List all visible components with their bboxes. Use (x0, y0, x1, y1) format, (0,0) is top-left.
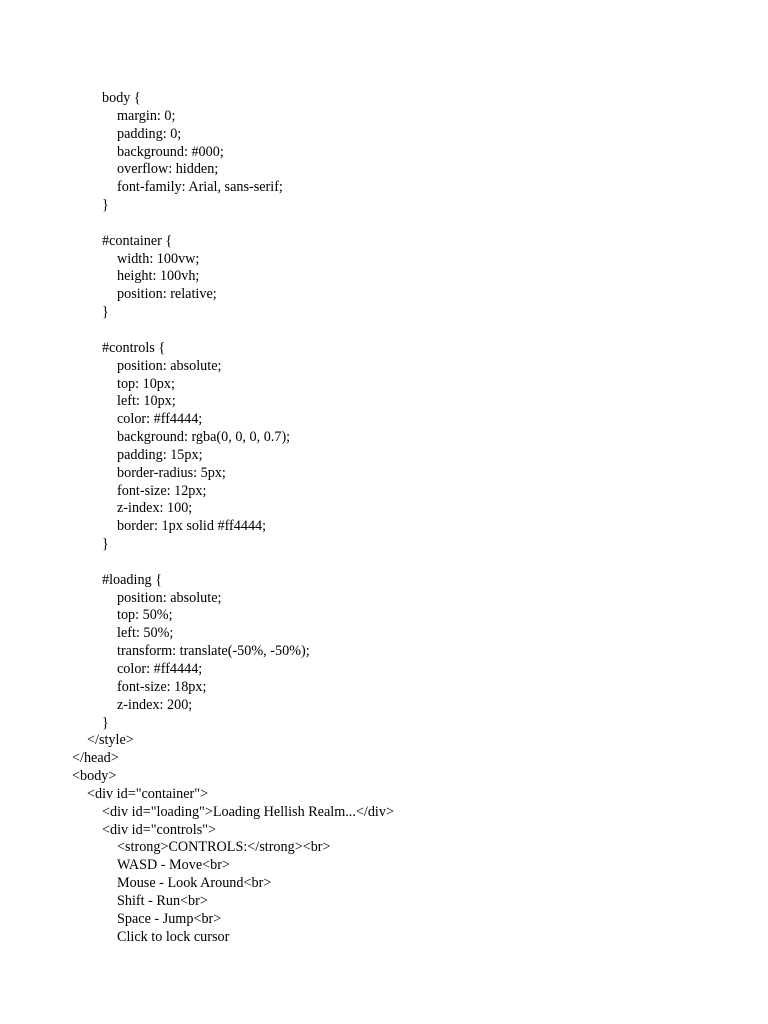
code-line: height: 100vh; (117, 268, 200, 285)
code-line: color: #ff4444; (117, 661, 203, 677)
code-line: font-size: 12px; (117, 482, 207, 499)
code-line: } (102, 304, 109, 321)
code-line: border: 1px solid #ff4444; (117, 518, 267, 535)
code-line: Mouse - Look Around<br> (117, 875, 272, 892)
code-line: <div id="controls"> (102, 821, 217, 838)
code-line: top: 50%; (117, 607, 173, 624)
code-line: position: absolute; (117, 589, 222, 606)
code-line: z-index: 100; (117, 500, 193, 517)
code-line: z-index: 200; (117, 696, 193, 713)
code-line: left: 50%; (117, 625, 174, 642)
code-line: margin: 0; (117, 107, 176, 124)
code-line: WASD - Move<br> (117, 857, 230, 874)
code-line: } (102, 714, 109, 731)
code-document (0, 90, 768, 947)
blank-line (0, 215, 768, 233)
code-line: position: absolute; (117, 357, 222, 374)
code-line: padding: 0; (117, 125, 182, 142)
code-line: </style> (87, 732, 134, 749)
code-line: background: rgba(0, 0, 0, 0.7); (117, 429, 291, 446)
code-line: font-family: Arial, sans-serif; (117, 179, 283, 196)
code-line: Shift - Run<br> (117, 892, 208, 909)
code-line: width: 100vw; (117, 250, 200, 267)
code-line: left: 10px; (117, 393, 176, 410)
code-line: <div id="loading">Loading Hellish Realm...</div> (102, 803, 394, 820)
code-line: overflow: hidden; (117, 161, 219, 178)
code-line: #loading { (102, 571, 163, 588)
code-line: transform: translate(-50%, -50%); (117, 643, 310, 660)
code-line: border-radius: 5px; (117, 464, 226, 481)
code-line: #container { (102, 232, 173, 249)
code-line: Space - Jump<br> (117, 910, 222, 927)
code-line: } (102, 197, 109, 214)
code-line: <strong>CONTROLS:</strong><br> (117, 839, 331, 856)
code-line: #controls { (102, 339, 166, 356)
code-line: } (102, 536, 109, 553)
code-line: Click to lock cursor (117, 928, 230, 945)
code-line: </head> (72, 750, 119, 767)
code-line: position: relative; (117, 286, 217, 303)
code-line: background: #000; (117, 143, 224, 160)
code-line: padding: 15px; (117, 446, 203, 463)
blank-line (0, 322, 768, 340)
code-line: <body> (72, 768, 117, 785)
code-line: color: #ff4444; (117, 411, 203, 428)
code-line: top: 10px; (117, 375, 175, 392)
code-line: body { (102, 90, 141, 106)
code-line: <div id="container"> (87, 785, 209, 802)
code-line: font-size: 18px; (117, 678, 207, 695)
blank-line (0, 554, 768, 572)
